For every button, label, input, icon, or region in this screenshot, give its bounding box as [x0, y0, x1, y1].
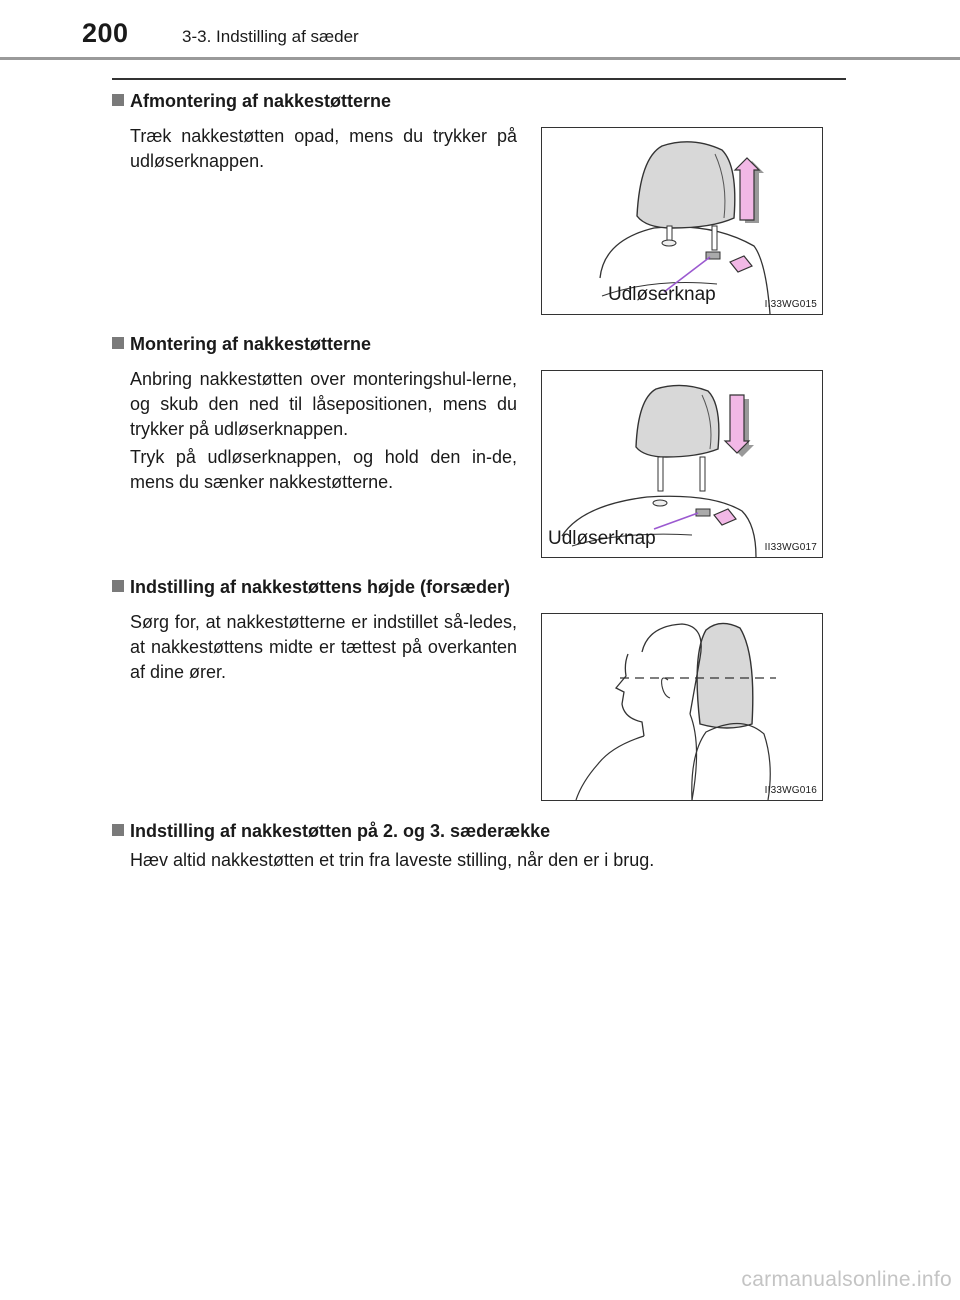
chapter-title: 3-3. Indstilling af sæder — [182, 27, 359, 46]
section-rule — [112, 78, 846, 80]
figure-code: II33WG015 — [764, 299, 817, 310]
section-heading-remove: Afmontering af nakkestøtterne — [112, 91, 391, 112]
figure-code: II33WG016 — [764, 785, 817, 796]
remove-instruction: Træk nakkestøtten opad, mens du trykker på udløserknappen. — [130, 126, 517, 171]
install-instruction-1: Anbring nakkestøtten over monteringshul-lerne, og skub den ned til låsepositionen, mens du trykker på udløserknappen. — [130, 369, 517, 439]
bullet-square-icon — [112, 94, 124, 106]
header-rule — [0, 57, 960, 60]
section-heading-height: Indstilling af nakkestøttens højde (forsæder) — [112, 577, 510, 598]
bullet-square-icon — [112, 337, 124, 349]
figure-install-headrest — [541, 370, 823, 558]
bullet-square-icon — [112, 824, 124, 836]
release-button-label: Udløserknap — [608, 284, 716, 305]
figure-code: II33WG017 — [764, 542, 817, 553]
section-heading-rear-rows: Indstilling af nakkestøtten på 2. og 3. sæderække — [112, 821, 550, 842]
figure-headrest-height — [541, 613, 823, 801]
page-header — [0, 0, 960, 62]
page-number: 200 — [82, 18, 129, 48]
height-instruction: Sørg for, at nakkestøtterne er indstillet så-ledes, at nakkestøttens midte er tættest på overkanten af dine ører. — [130, 612, 517, 682]
headrest-height-illustration — [542, 614, 822, 800]
release-button-label: Udløserknap — [548, 528, 656, 549]
rear-rows-instruction: Hæv altid nakkestøtten et trin fra laveste stilling, når den er i brug. — [130, 850, 655, 870]
figure-remove-headrest — [541, 127, 823, 315]
watermark: carmanualsonline.info — [741, 1268, 952, 1291]
install-instruction-2: Tryk på udløserknappen, og hold den in-de, mens du sænker nakkestøtterne. — [130, 447, 517, 492]
bullet-square-icon — [112, 580, 124, 592]
section-heading-install: Montering af nakkestøtterne — [112, 334, 371, 355]
